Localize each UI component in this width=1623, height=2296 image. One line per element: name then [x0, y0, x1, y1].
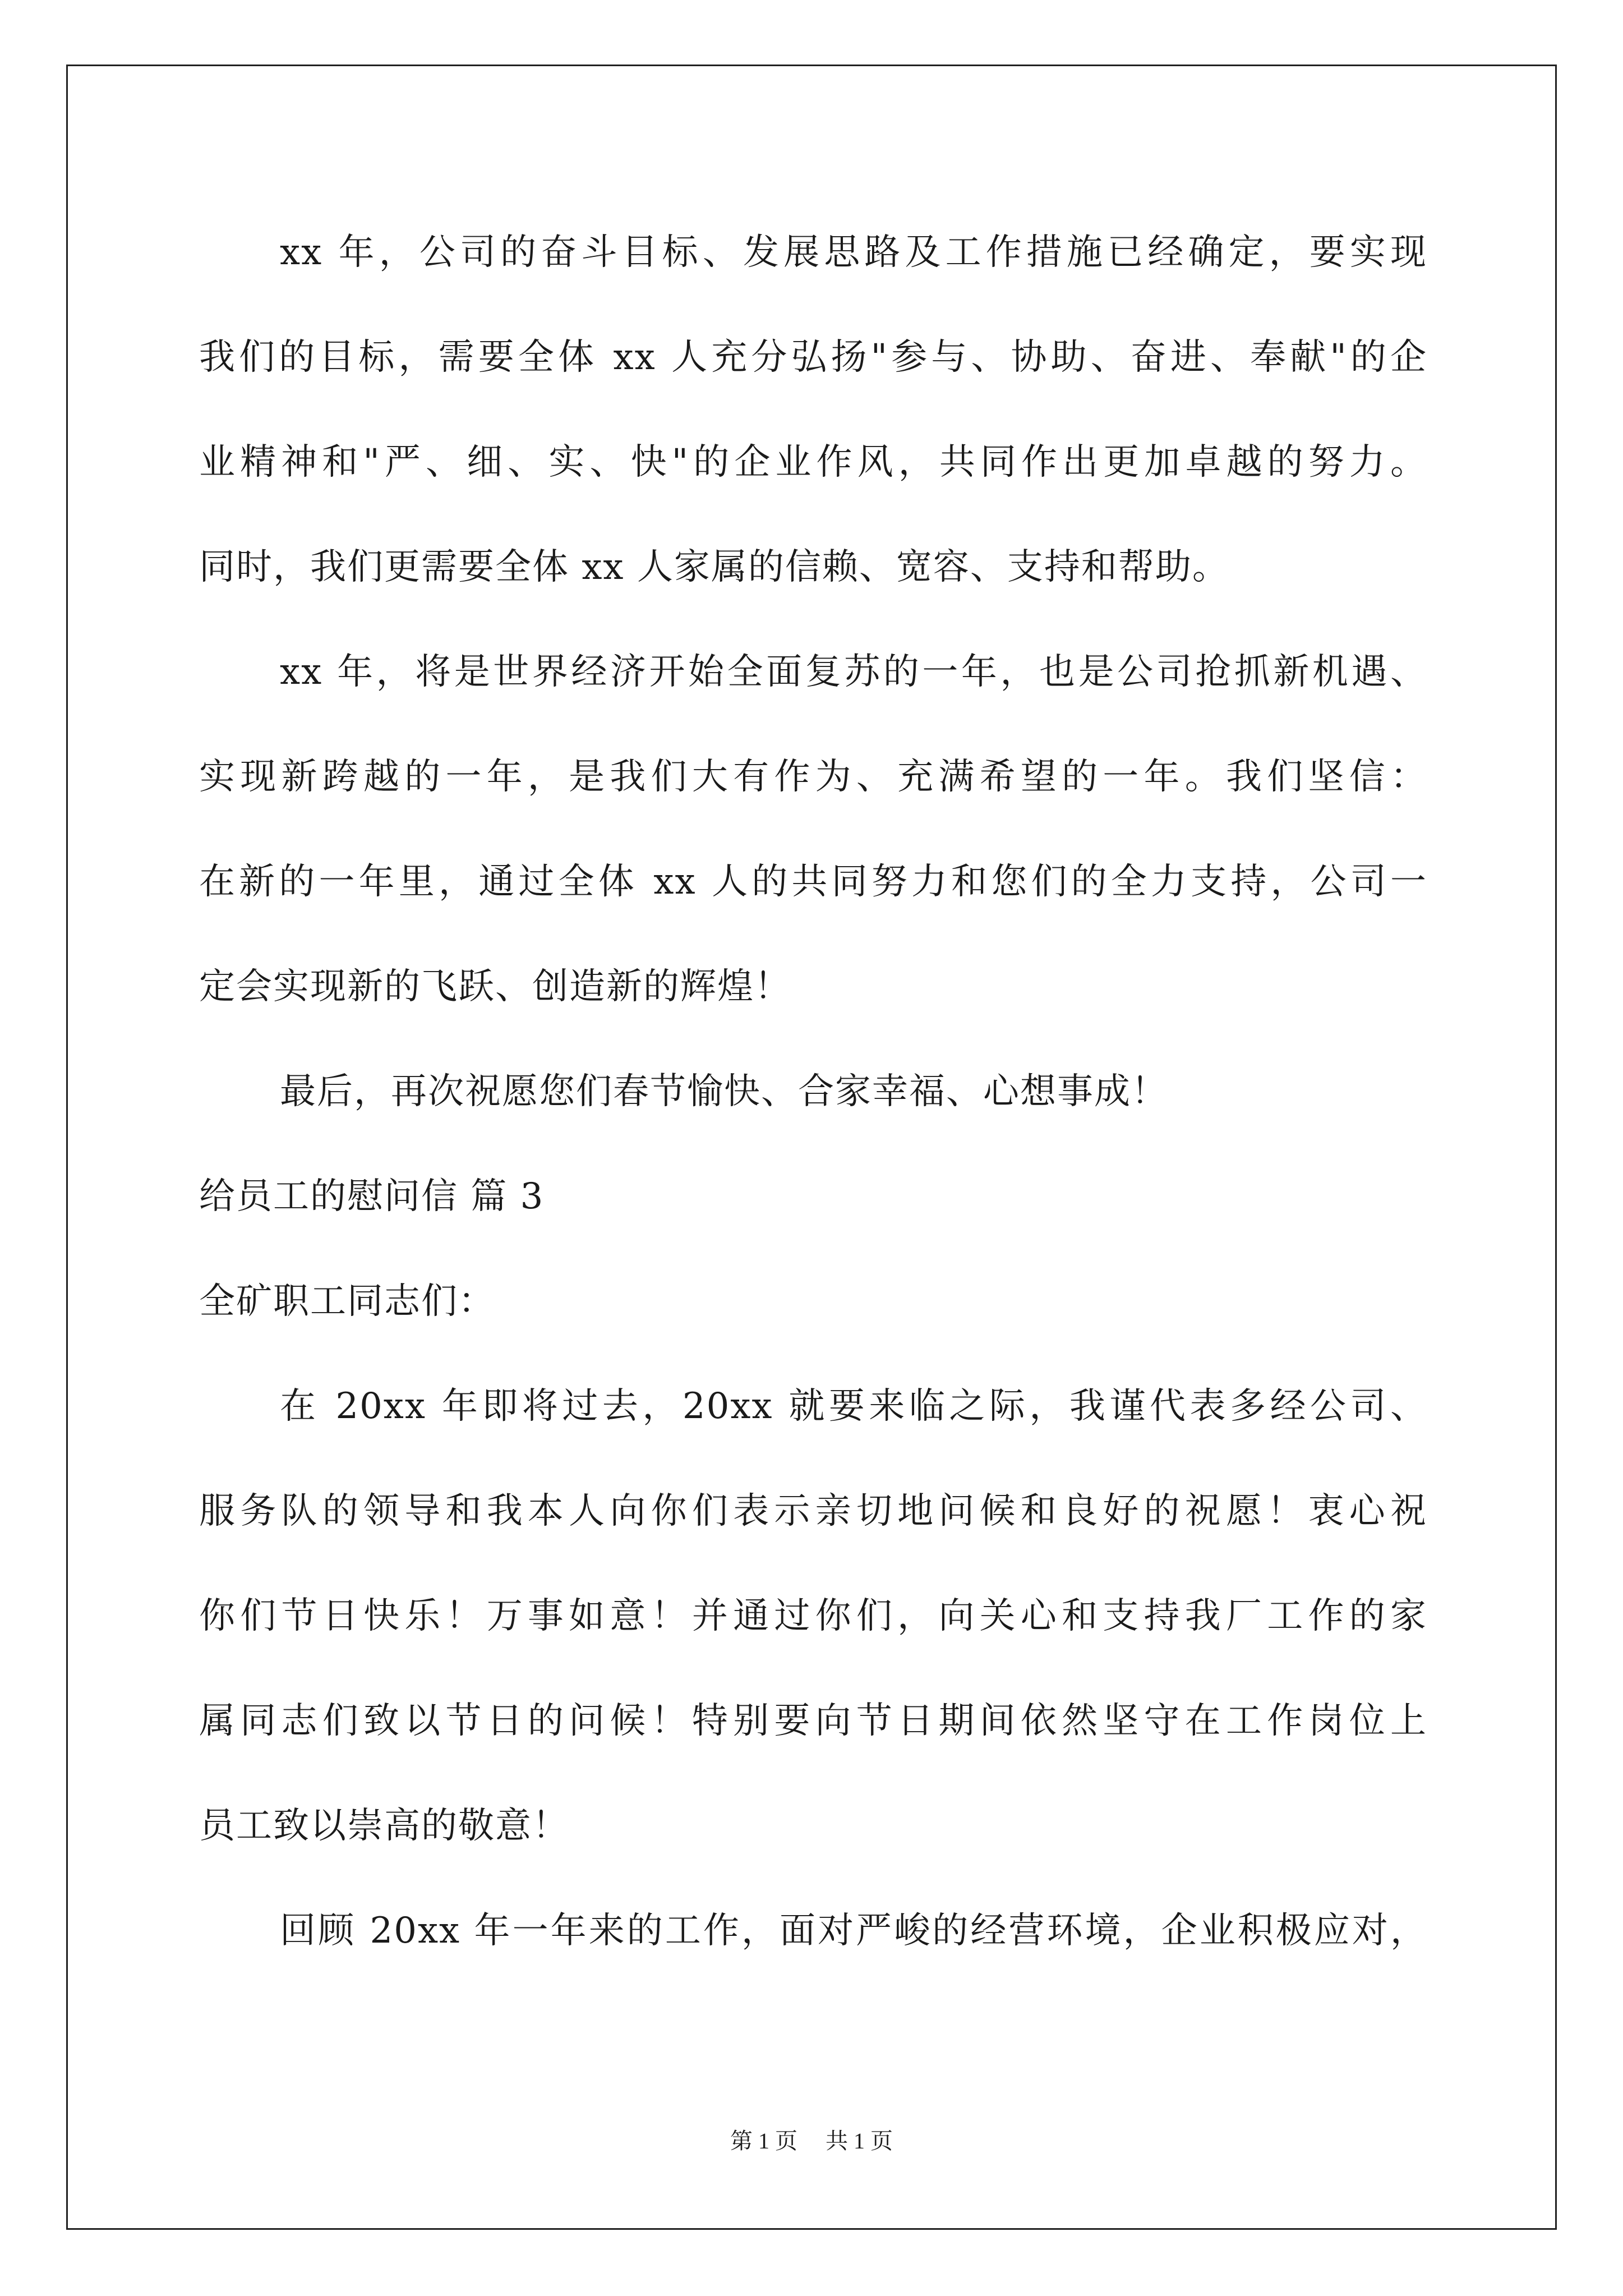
paragraph-line: 你们节日快乐！万事如意！并通过你们，向关心和支持我厂工作的家	[199, 1595, 1427, 1637]
paragraph-line: 业精神和"严、细、实、快"的企业作风，共同作出更加卓越的努力。	[199, 441, 1427, 483]
paragraph-line: xx 年，公司的奋斗目标、发展思路及工作措施已经确定，要实现	[280, 232, 1427, 273]
page-number: 第 1 页	[730, 2128, 797, 2154]
paragraph-line: 最后，再次祝愿您们春节愉快、合家幸福、心想事成！	[280, 1071, 1168, 1112]
document-body	[199, 219, 1427, 2002]
paragraph-line: 我们的目标，需要全体 xx 人充分弘扬"参与、协助、奋进、奉献"的企	[199, 337, 1427, 378]
page-footer	[0, 2123, 1623, 2155]
page-total: 共 1 页	[826, 2128, 893, 2154]
paragraph-line: 属同志们致以节日的问候！特别要向节日期间依然坚守在工作岗位上	[199, 1700, 1427, 1742]
paragraph-line: 在新的一年里，通过全体 xx 人的共同努力和您们的全力支持，公司一	[199, 861, 1427, 903]
paragraph-line: 同时，我们更需要全体 xx 人家属的信赖、宽容、支持和帮助。	[199, 546, 1229, 588]
paragraph-line: 回顾 20xx 年一年来的工作，面对严峻的经营环境，企业积极应对，	[280, 1910, 1427, 1952]
paragraph-line: 服务队的领导和我本人向你们表示亲切地问候和良好的祝愿！衷心祝	[199, 1490, 1427, 1532]
salutation: 全矿职工同志们：	[199, 1281, 495, 1322]
paragraph-line: 实现新跨越的一年，是我们大有作为、充满希望的一年。我们坚信：	[199, 756, 1427, 798]
section-heading: 给员工的慰问信 篇 3	[199, 1176, 545, 1217]
paragraph-line: 员工致以崇高的敬意！	[199, 1805, 569, 1847]
paragraph-line: 定会实现新的飞跃、创造新的辉煌！	[199, 966, 791, 1007]
paragraph-line: 在 20xx 年即将过去，20xx 就要来临之际，我谨代表多经公司、	[280, 1386, 1427, 1427]
paragraph-line: xx 年，将是世界经济开始全面复苏的一年，也是公司抢抓新机遇、	[280, 651, 1427, 693]
